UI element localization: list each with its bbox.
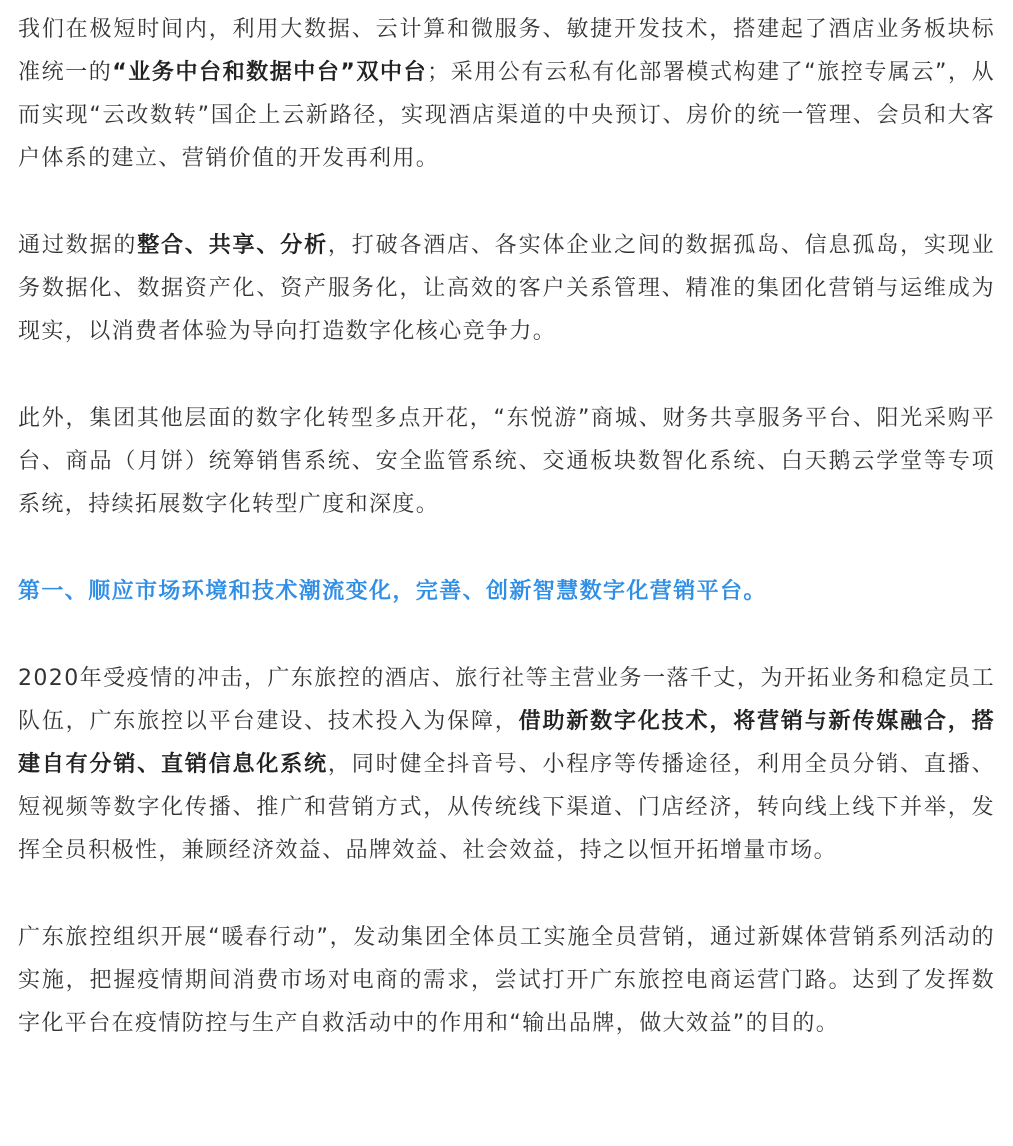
paragraph-4-bold: 借助新数字化技术，将营销与新传媒融合，搭建自有分销、直销信息化系统 xyxy=(18,709,995,777)
paragraph-1 xyxy=(18,8,995,180)
paragraph-5-text: 广东旅控组织开展“暖春行动”，发动集团全体员工实施全员营销，通过新媒体营销系列活动的实施，把握疫情期间消费市场对电商的需求，尝试打开广东旅控电商运营门路。达到了发挥数字化平台在疫情防控与生产自救活动中的作用和“输出品牌，做大效益”的目的。 xyxy=(18,925,995,1036)
paragraph-2-text-a: 通过数据的 xyxy=(18,233,138,258)
paragraph-4-text-b: ，同时健全抖音号、小程序等传播途径，利用全员分销、直播、短视频等数字化传播、推广和营销方式，从传统线下渠道、门店经济，转向线上线下并举，发挥全员积极性，兼顾经济效益、品牌效益、社会效益，持之以恒开拓增量市场。 xyxy=(18,752,995,863)
paragraph-2 xyxy=(18,224,995,353)
paragraph-4 xyxy=(18,657,995,872)
paragraph-1-text-b: ；采用公有云私有化部署模式构建了“旅控专属云”，从而实现“云改数转”国企上云新路径，实现酒店渠道的中央预订、房价的统一管理、会员和大客户体系的建立、营销价值的开发再利用。 xyxy=(18,60,995,171)
paragraph-3-text: 此外，集团其他层面的数字化转型多点开花，“东悦游”商城、财务共享服务平台、阳光采购平台、商品（月饼）统筹销售系统、安全监管系统、交通板块数智化系统、白天鹅云学堂等专项系统，持续拓展数字化转型广度和深度。 xyxy=(18,406,995,517)
paragraph-1-bold: “业务中台和数据中台”双中台 xyxy=(112,60,428,85)
paragraph-2-bold: 整合、共享、分析 xyxy=(137,233,328,258)
paragraph-5 xyxy=(18,916,995,1045)
paragraph-4-text-a: 2020年受疫情的冲击，广东旅控的酒店、旅行社等主营业务一落千丈，为开拓业务和稳定员工队伍，广东旅控以平台建设、技术投入为保障， xyxy=(18,666,995,734)
paragraph-1-text-a: 我们在极短时间内，利用大数据、云计算和微服务、敏捷开发技术，搭建起了酒店业务板块标准统一的 xyxy=(18,17,995,85)
paragraph-3 xyxy=(18,397,995,526)
paragraph-2-text-b: ，打破各酒店、各实体企业之间的数据孤岛、信息孤岛，实现业务数据化、数据资产化、资产服务化，让高效的客户关系管理、精准的集团化营销与运维成为现实，以消费者体验为导向打造数字化核心竞争力。 xyxy=(18,233,995,344)
section-heading: 第一、顺应市场环境和技术潮流变化，完善、创新智慧数字化营销平台。 xyxy=(18,579,767,604)
